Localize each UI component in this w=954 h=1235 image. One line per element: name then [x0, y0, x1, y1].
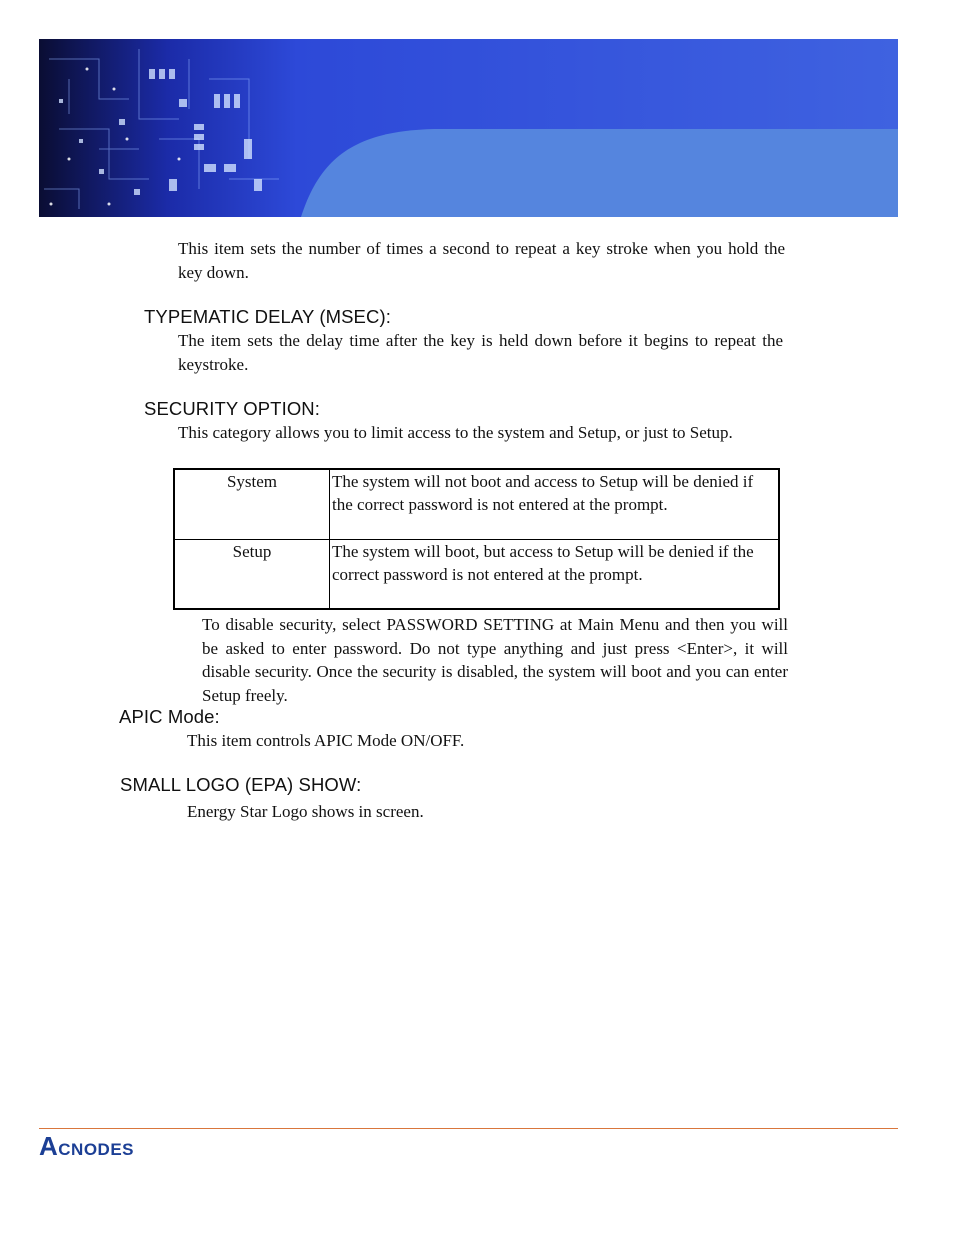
table-cell-description: The system will not boot and access to Setup will be denied if the correct password is not entered at the prompt. — [330, 469, 780, 539]
footer-rule — [39, 1128, 898, 1129]
table-cell-option: System — [174, 469, 330, 539]
acnodes-logo-icon — [39, 1134, 199, 1160]
security-option-heading: SECURITY OPTION: — [144, 398, 321, 419]
intro-paragraph: This item sets the number of times a second to repeat a key stroke when you hold the key down. — [178, 239, 785, 282]
acnodes-logo — [39, 1134, 199, 1165]
typematic-delay-heading: TYPEMATIC DELAY (MSEC): — [144, 306, 391, 327]
security-note-paragraph: To disable security, select PASSWORD SETTING at Main Menu and then you will be asked to enter password. Do not type anything and just press <Enter>, it will disable security. Once the security is disabled, the system will boot and you can enter Setup freely. — [202, 615, 788, 705]
table-row — [174, 539, 779, 609]
table-cell-description: The system will boot, but access to Setup will be denied if the correct password is not entered at the prompt. — [330, 539, 780, 609]
security-option-paragraph: This category allows you to limit access to the system and Setup, or just to Setup. — [178, 423, 733, 442]
typematic-delay-paragraph: The item sets the delay time after the key is held down before it begins to repeat the keystroke. — [178, 331, 783, 374]
small-logo-paragraph: Energy Star Logo shows in screen. — [187, 802, 424, 821]
apic-mode-heading: APIC Mode: — [119, 706, 220, 727]
apic-mode-paragraph: This item controls APIC Mode ON/OFF. — [187, 731, 465, 750]
svg-text:ACNODES: ACNODES — [39, 1134, 135, 1160]
circuit-board-graphic — [39, 39, 898, 217]
header-banner — [39, 39, 898, 217]
table-cell-option: Setup — [174, 539, 330, 609]
table-row — [174, 469, 779, 539]
small-logo-heading: SMALL LOGO (EPA) SHOW: — [120, 774, 362, 795]
security-option-table — [173, 468, 780, 610]
